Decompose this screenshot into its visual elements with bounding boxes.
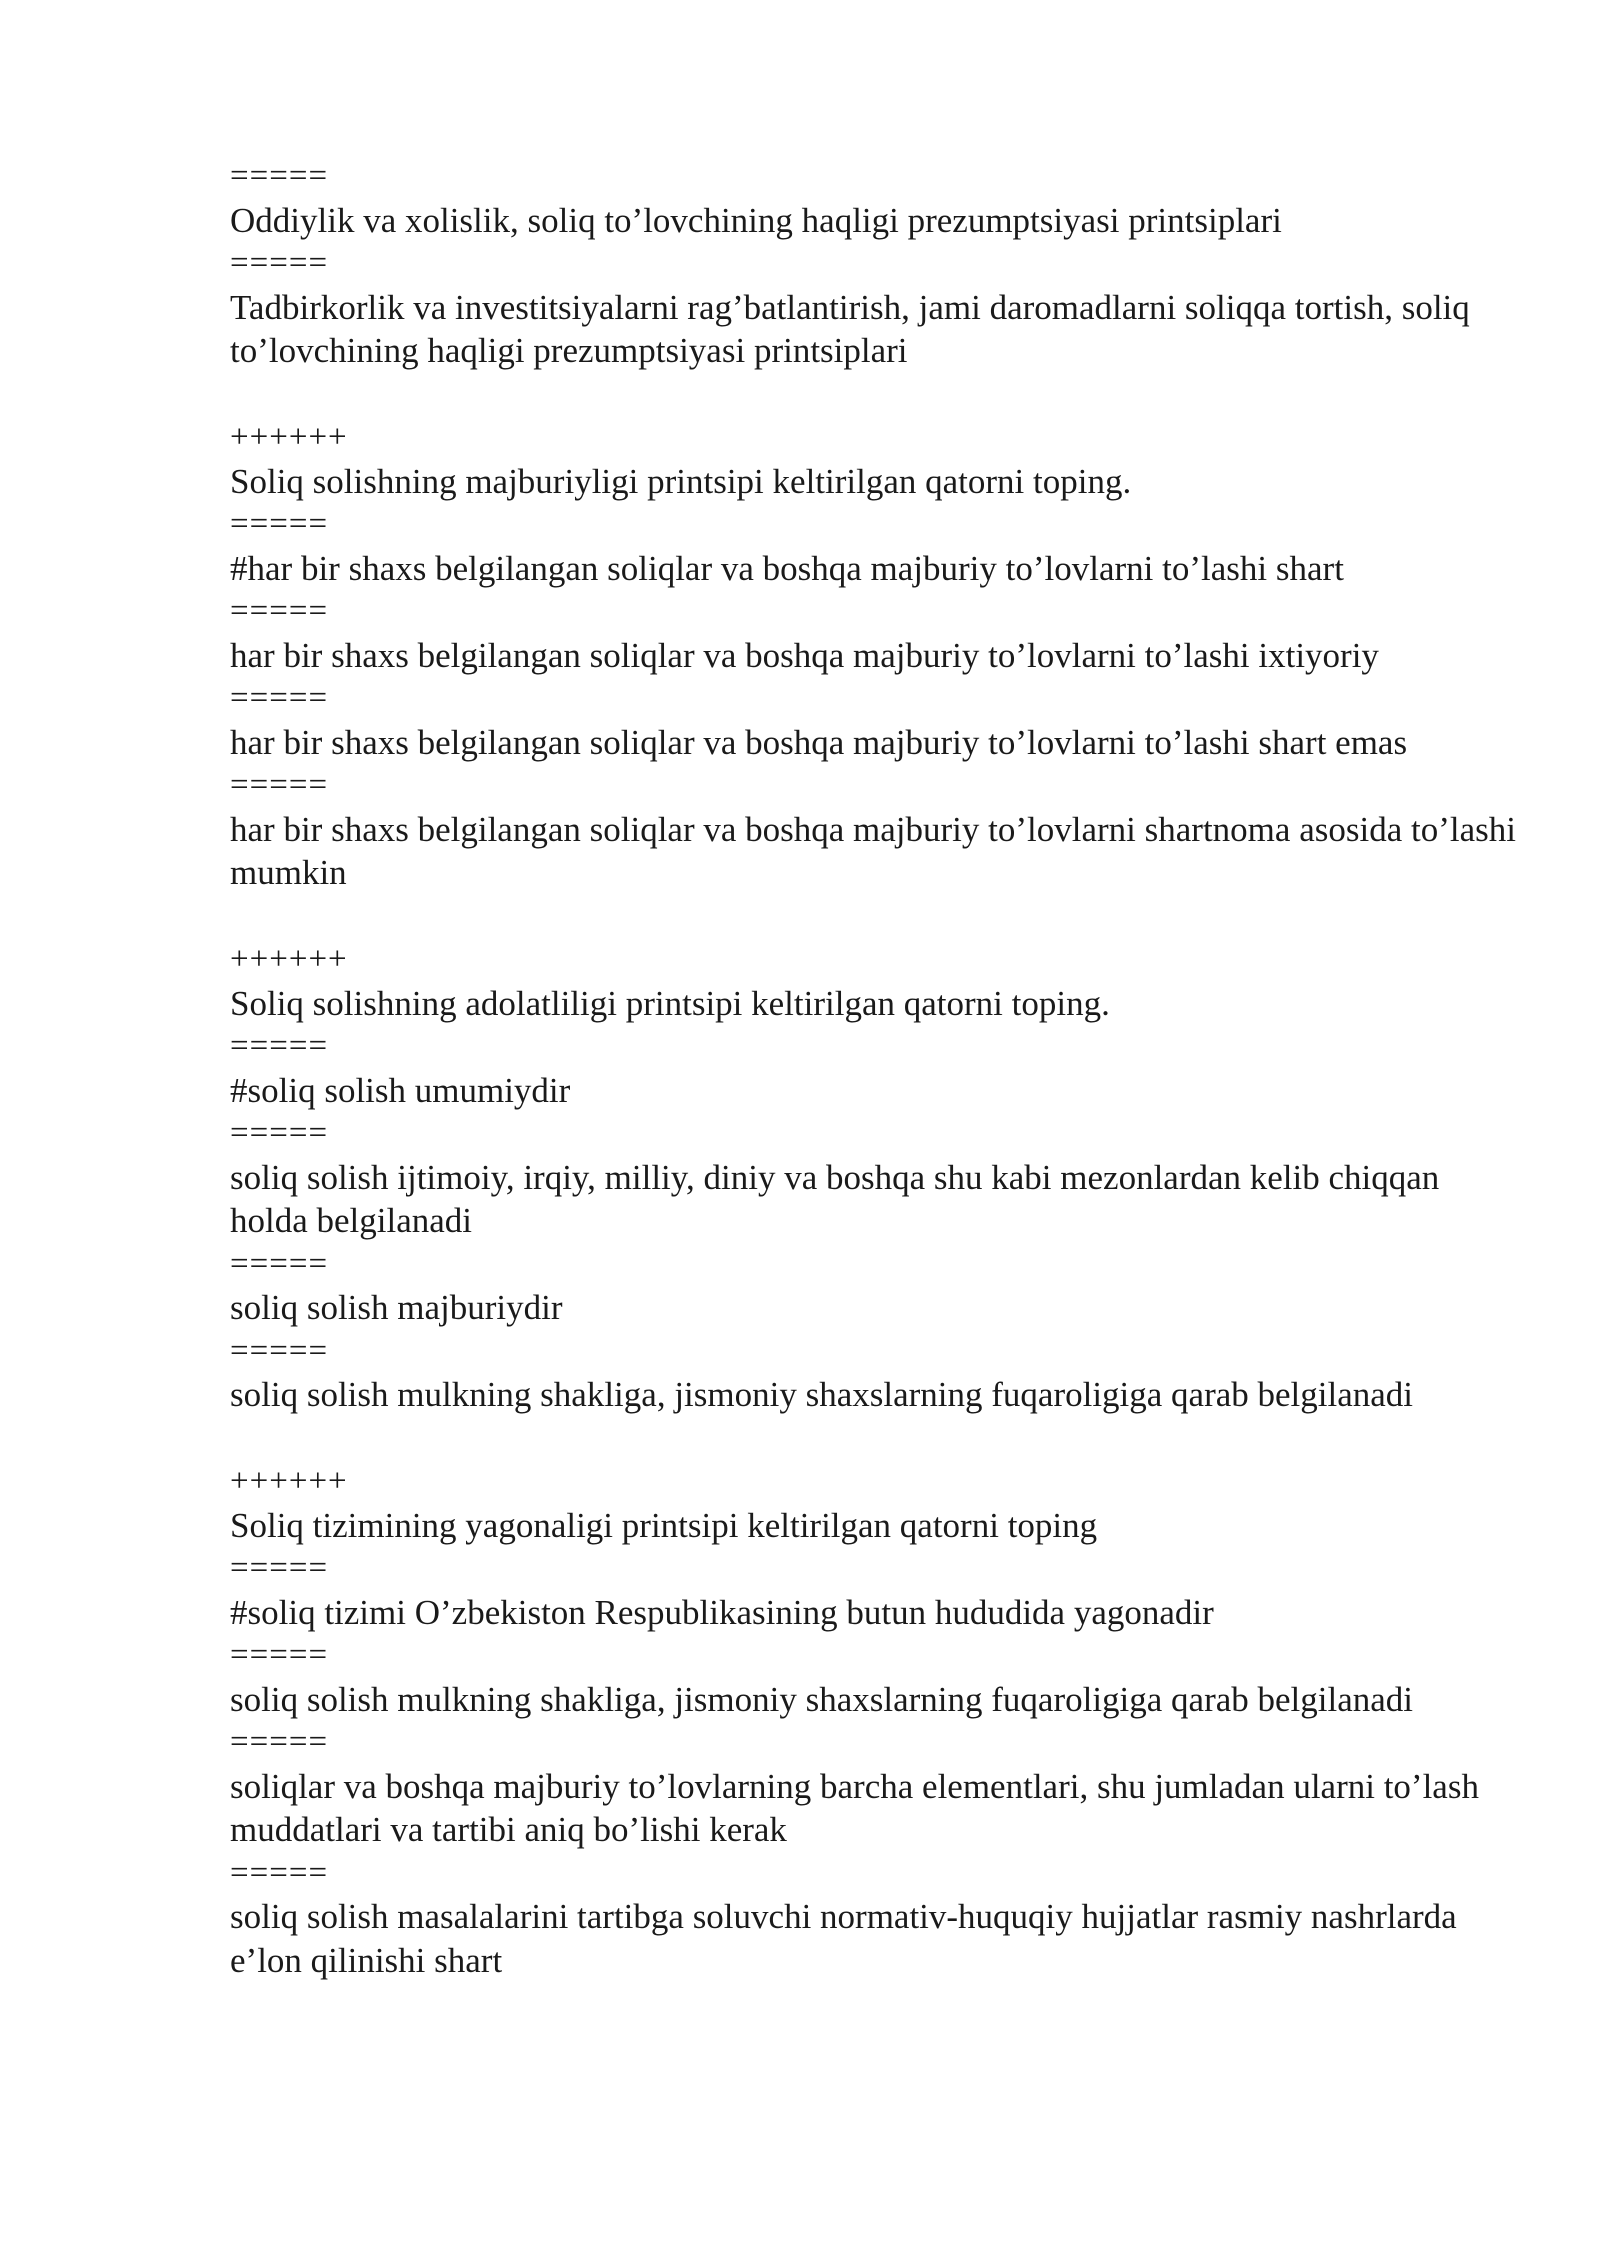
text-line: Oddiylik va xolislik, soliq to’lovchining haqligi prezumptsiyasi printsiplari bbox=[230, 200, 1282, 240]
text-line: #soliq tizimi O’zbekiston Respublikasining butun hududida yagonadir bbox=[230, 1592, 1214, 1632]
text-line: soliq solish mulkning shakliga, jismoniy shaxslarning fuqaroligiga qarab belgilanadi bbox=[230, 1375, 1414, 1414]
separator-line: ===== bbox=[230, 1854, 329, 1891]
blank-line bbox=[230, 1417, 1520, 1461]
separator-line: ++++++ bbox=[230, 419, 348, 455]
separator-line: ===== bbox=[230, 245, 329, 281]
separator-line: ===== bbox=[230, 506, 329, 542]
separator-line: ++++++ bbox=[230, 941, 348, 977]
separator-line: ===== bbox=[230, 1028, 329, 1064]
text-line: soliq solish masalalarini tartibga soluvchi normativ-huquqiy hujjatlar rasmiy nashrlarda e’lon qilinishi shart bbox=[230, 1897, 1466, 1980]
text-line: #har bir shaxs belgilangan soliqlar va boshqa majburiy to’lovlarni to’lashi shart bbox=[230, 548, 1344, 588]
separator-line: ===== bbox=[230, 1550, 329, 1586]
text-line: #soliq solish umumiydir bbox=[230, 1070, 571, 1110]
text-line: Tadbirkorlik va investitsiyalarni rag’batlantirish, jami daromadlarni soliqqa tortish, soliq to’lovchining haqligi prezumptsiyasi printsiplari bbox=[230, 287, 1479, 370]
text-line: Soliq solishning adolatliligi printsipi keltirilgan qatorni toping. bbox=[230, 983, 1110, 1023]
text-line: soliq solish ijtimoiy, irqiy, milliy, diniy va boshqa shu kabi mezonlardan kelib chiqqan holda belgilanadi bbox=[230, 1157, 1449, 1240]
blank-line bbox=[230, 373, 1520, 417]
text-line: soliq solish mulkning shakliga, jismoniy shaxslarning fuqaroligiga qarab belgilanadi bbox=[230, 1679, 1414, 1719]
separator-line: ===== bbox=[230, 158, 329, 194]
text-line: har bir shaxs belgilangan soliqlar va boshqa majburiy to’lovlarni to’lashi ixtiyoriy bbox=[230, 635, 1379, 675]
blank-line bbox=[230, 895, 1520, 939]
separator-line: ++++++ bbox=[230, 1463, 348, 1499]
text-line: soliq solish majburiydir bbox=[230, 1288, 563, 1327]
document-body bbox=[230, 155, 1525, 1982]
text-line: har bir shaxs belgilangan soliqlar va boshqa majburiy to’lovlarni to’lashi shart emas bbox=[230, 722, 1408, 762]
separator-line: ===== bbox=[230, 1115, 329, 1151]
separator-line: ===== bbox=[230, 680, 329, 716]
text-line: Soliq tizimining yagonaligi printsipi keltirilgan qatorni toping bbox=[230, 1505, 1098, 1545]
text-line: har bir shaxs belgilangan soliqlar va boshqa majburiy to’lovlarni shartnoma asosida to’lashi mumkin bbox=[230, 809, 1525, 892]
separator-line: ===== bbox=[230, 1724, 329, 1760]
text-line: soliqlar va boshqa majburiy to’lovlarning barcha elementlari, shu jumladan ularni to’lash muddatlari va tartibi aniq bo’lishi kerak bbox=[230, 1766, 1488, 1849]
separator-line: ===== bbox=[230, 767, 329, 803]
separator-line: ===== bbox=[230, 1637, 329, 1673]
text-line: Soliq solishning majburiyligi printsipi keltirilgan qatorni toping. bbox=[230, 461, 1132, 501]
separator-line: ===== bbox=[230, 1245, 329, 1282]
separator-line: ===== bbox=[230, 1332, 329, 1369]
separator-line: ===== bbox=[230, 593, 329, 629]
